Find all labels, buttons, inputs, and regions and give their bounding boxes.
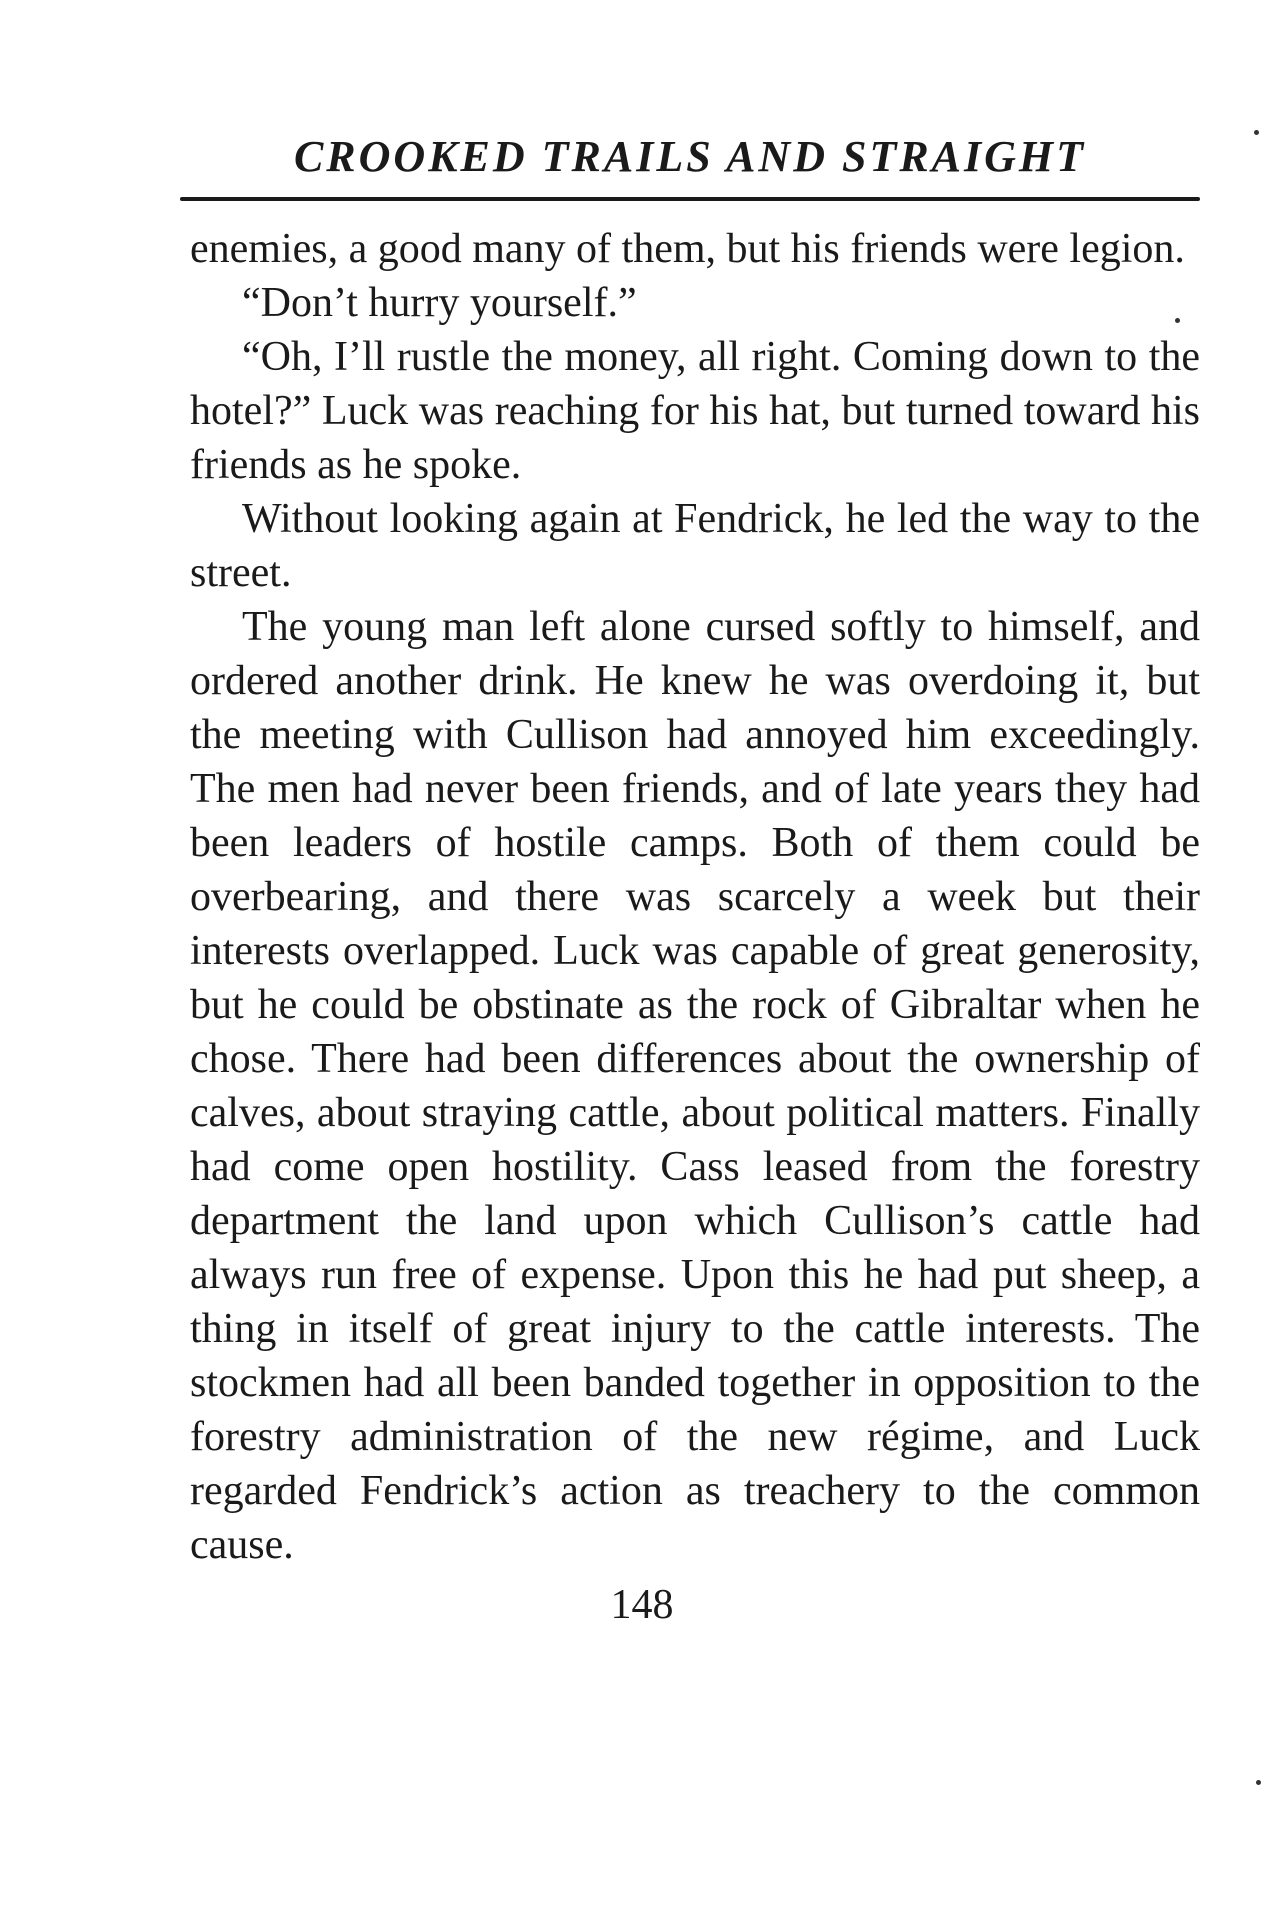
paragraph: Without looking again at Fendrick, he led the way to the street. [190, 496, 1200, 596]
paragraph: The young man left alone cursed softly to himself, and ordered another drink. He knew he was overdoing it, but the meeting with Cullison had annoyed him exceedingly. The men had never been friends, and of late years they had been leaders of hostile camps. Both of them could be overbearing, and there was scarcely a week but their interests overlapped. Luck was capable of great generosity, but he could be obstinate as the rock of Gibraltar when he chose. There had been differences about the ownership of calves, about straying cattle, about political matters. Finally had come open hostility. Cass leased from the forestry department the land upon which Cullison’s cattle had always run free of expense. Upon this he had put sheep, a thing in itself of great injury to the cattle interests. The stockmen had all been banded together in opposition to the forestry administration of the new régime, and Luck regarded Fendrick’s action as treachery to the common cause. [190, 604, 1200, 1568]
paragraph-continuation: enemies, a good many of them, but his friends were legion. [190, 226, 1185, 272]
paragraph: “Oh, I’ll rustle the money, all right. Coming down to the hotel?” Luck was reaching for his hat, but turned toward his friends as he spoke. [190, 334, 1200, 488]
page-number: 148 [610, 1582, 674, 1628]
running-head-title: CROOKED TRAILS AND STRAIGHT [293, 132, 1087, 181]
paper-speck [1254, 130, 1259, 135]
paragraph: “Don’t hurry yourself.” [242, 280, 637, 326]
body-text [190, 222, 1200, 1572]
header-rule [180, 197, 1200, 201]
paper-speck [1175, 318, 1180, 323]
paper-speck [1256, 1780, 1261, 1785]
